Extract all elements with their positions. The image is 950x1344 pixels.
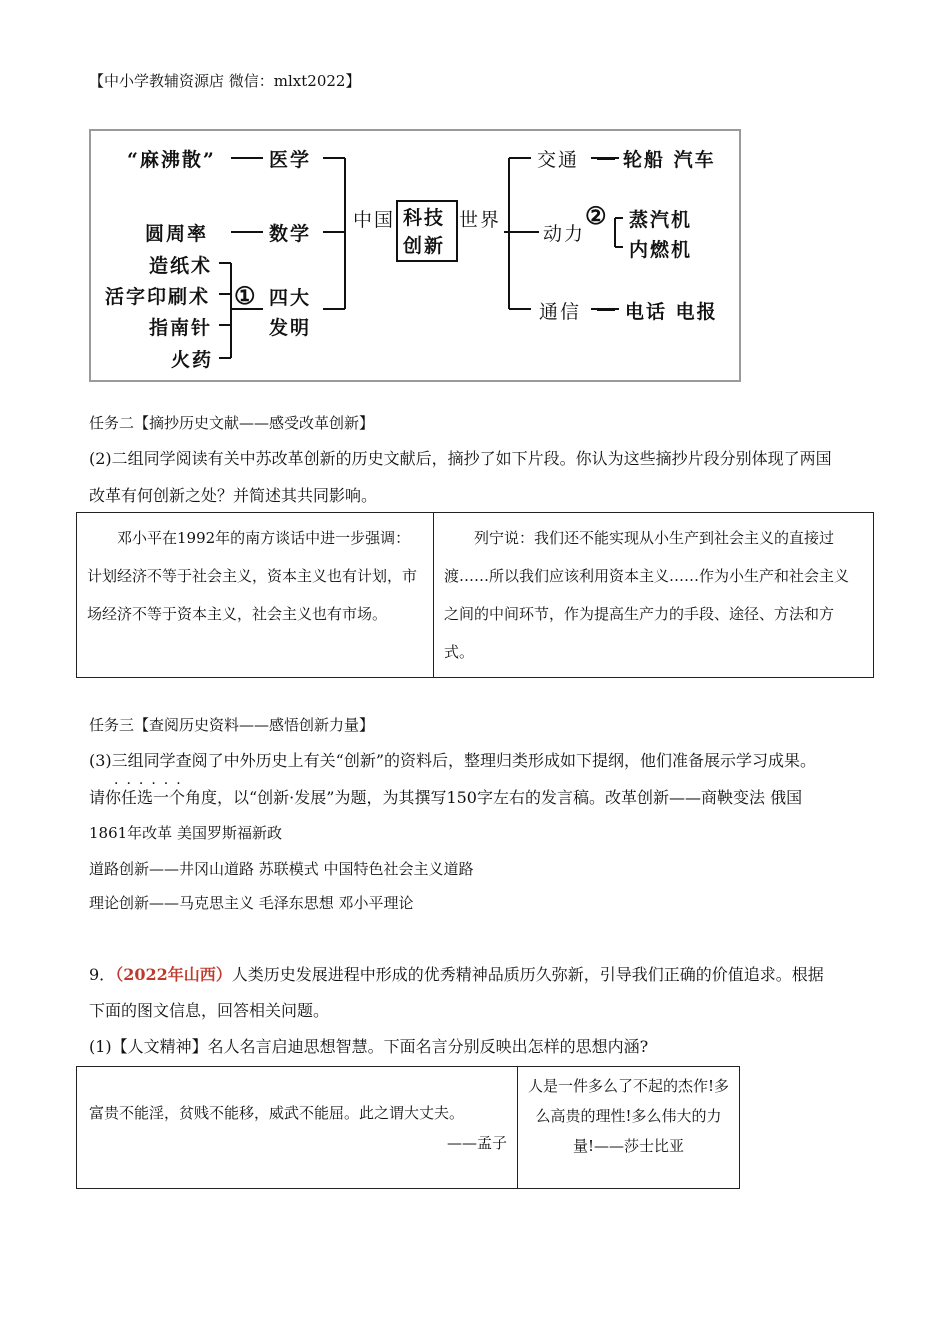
combustion-engine-label: 内燃机: [629, 239, 693, 261]
q9-line1: [89, 962, 824, 985]
header-text: 【中小学教辅资源店 微信：mlxt2022】: [89, 72, 361, 90]
communication-label: 通信: [539, 301, 582, 323]
task3-title: 任务三【查阅历史资料——感悟创新力量】: [89, 716, 375, 734]
quote-mencius-cell: [77, 1067, 518, 1189]
pi-label: 圆周率: [145, 223, 209, 245]
task3-question-line2: 请你任选一个角度，以“创新·发展”为题，为其撰写150字左右的发言稿。改革创新——商鞅变法 俄国: [89, 788, 803, 807]
steam-engine-label: 蒸汽机: [629, 209, 693, 231]
excerpt-lenin: 列宁说：我们还不能实现从小生产到社会主义的直接过渡……所以我们应该利用资本主义……作为小生产和社会主义之间的中间环节，作为提高生产力的手段、途径、方法和方式。: [434, 513, 874, 678]
outline-theory-innovation: 理论创新——马克思主义 毛泽东思想 邓小平理论: [89, 894, 414, 912]
quote-mencius-author: ——孟子: [446, 1133, 507, 1152]
q9-source: （2022年山西）: [115, 965, 232, 984]
power-label: 动力: [543, 223, 586, 245]
emphasis-dots: ······: [114, 776, 189, 792]
quotes-table: [76, 1066, 740, 1189]
dash-transport: [597, 158, 615, 160]
task2-question-line2: 改革有何创新之处？并简述其共同影响。: [89, 486, 378, 505]
task2-excerpt-table: [76, 512, 874, 678]
quote-shakespeare: 人是一件多么了不起的杰作!多么高贵的理性!多么伟大的力量!——莎士比亚: [518, 1067, 740, 1189]
task2-title: 任务二【摘抄历史文献——感受改革创新】: [89, 414, 375, 432]
q9-line2: 下面的图文信息，回答相关问题。: [89, 1001, 330, 1020]
four-label: 四大: [269, 287, 312, 309]
blank-2: ②: [585, 201, 609, 230]
math-label: 数学: [269, 223, 312, 245]
gunpowder-label: 火药: [171, 349, 214, 371]
phone-telegraph-label: 电话 电报: [625, 301, 718, 323]
center-line2: 创新: [403, 235, 446, 257]
excerpt-deng-xiaoping: 邓小平在1992年的南方谈话中进一步强调：计划经济不等于社会主义，资本主义也有计划，市场经济不等于资本主义，社会主义也有市场。: [77, 513, 434, 678]
task3-question-line1: (3)三组同学查阅了中外历史上有关“创新”的资料后，整理归类形成如下提纲，他们准备展示学习成果。: [89, 751, 817, 770]
transport-label: 交通: [537, 149, 580, 171]
compass-label: 指南针: [149, 317, 213, 339]
blank-1: ①: [234, 281, 258, 310]
quote-mencius: 富贵不能淫，贫贱不能移，威武不能屈。此之谓大丈夫。: [89, 1103, 465, 1122]
q9-number: 9．: [89, 965, 116, 984]
inventions-label: 发明: [269, 317, 312, 339]
q9-text: 人类历史发展进程中形成的优秀精神品质历久弥新，引导我们正确的价值追求。根据: [231, 965, 824, 984]
center-line1: 科技: [403, 207, 446, 229]
task3-question-line3: 1861年改革 美国罗斯福新政: [89, 824, 282, 842]
task2-question-line1: (2)二组同学阅读有关中苏改革创新的历史文献后，摘抄了如下片段。你认为这些摘抄片段分别体现了两国: [89, 449, 832, 468]
q9-sub1: (1)【人文精神】名人名言启迪思想智慧。下面名言分别反映出怎样的思想内涵?: [89, 1037, 649, 1056]
mafeisan-label: “麻沸散”: [127, 149, 216, 171]
printing-label: 活字印刷术: [105, 286, 211, 308]
world-label: 世界: [459, 209, 502, 231]
outline-road-innovation: 道路创新——井冈山道路 苏联模式 中国特色社会主义道路: [89, 860, 474, 878]
ships-cars-label: 轮船 汽车: [623, 149, 716, 171]
papermaking-label: 造纸术: [149, 255, 213, 277]
tech-innovation-diagram: [89, 129, 741, 382]
dash-communication: [597, 309, 615, 311]
medicine-label: 医学: [269, 149, 312, 171]
china-label: 中国: [353, 209, 396, 231]
